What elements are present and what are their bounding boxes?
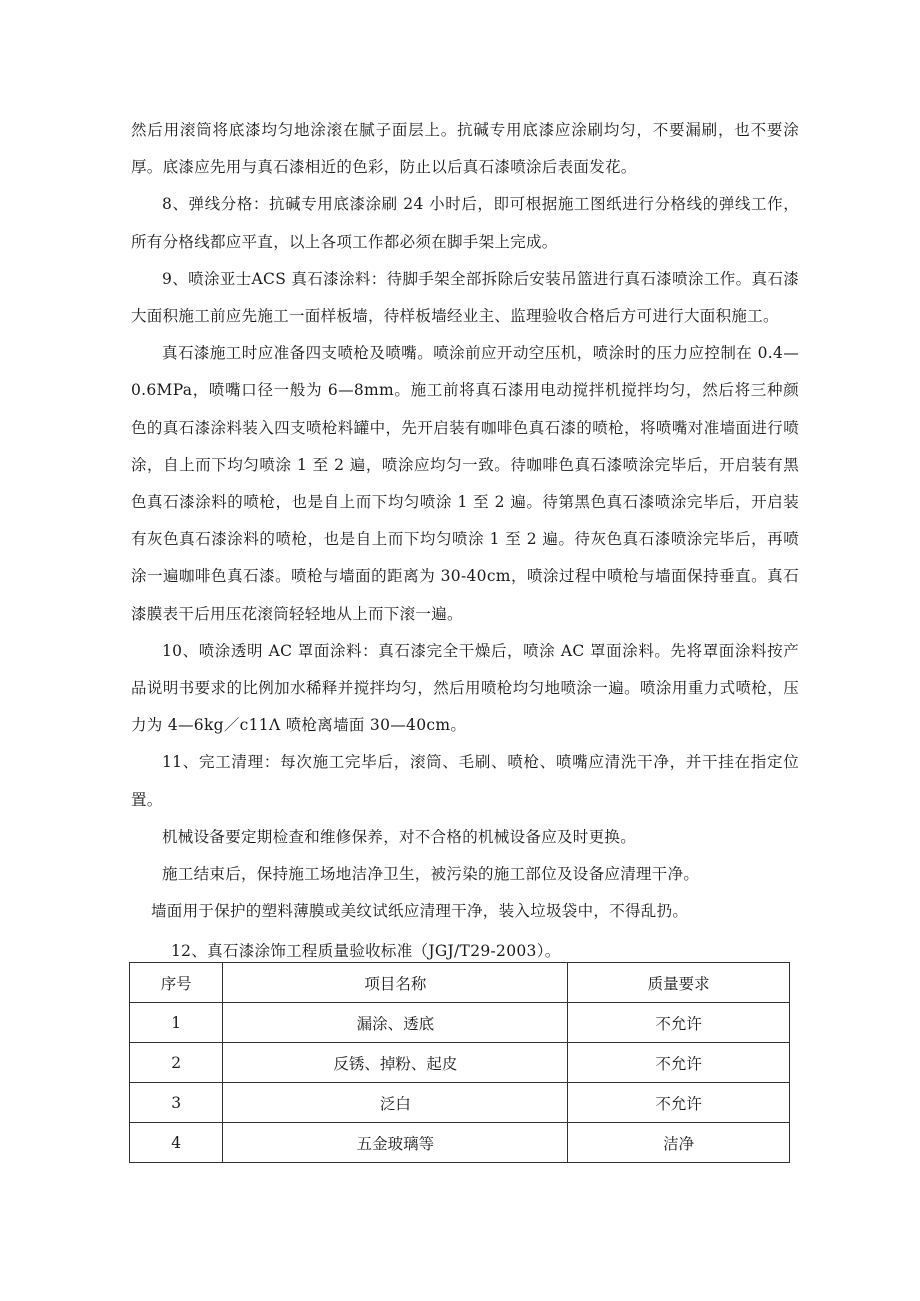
- paragraph-step-9-spray-coating: 9、喷涂亚士ACS 真石漆涂料：待脚手架全部拆除后安装吊篮进行真石漆喷涂工作。真石漆大面积施工前应先施工一面样板墙，待样板墙经业主、监理验收合格后方可进行大面积施工。: [131, 269, 799, 326]
- cell-requirement: 不允许: [568, 1003, 790, 1043]
- table-row: [130, 1003, 790, 1043]
- cell-requirement: 不允许: [568, 1083, 790, 1123]
- quality-acceptance-table: [129, 962, 790, 1163]
- paragraph-spray-procedure: 真石漆施工时应准备四支喷枪及喷嘴。喷涂前应开动空压机，喷涂时的压力应控制在 0.4—0.6MPa，喷嘴口径一般为 6—8mm。施工前将真石漆用电动搅拌机搅拌均匀，然后将三种颜色的真石漆涂料装入四支喷枪料罐中，先开启装有咖啡色真石漆的喷枪，将喷嘴对准墙面进行喷涂，自上而下均匀喷涂 1 至 2 遍，喷涂应均匀一致。待咖啡色真石漆喷涂完毕后，开启装有黑色真石漆涂料的喷枪，也是自上而下均匀喷涂 1 至 2 遍。待第黑色真石漆喷涂完毕后，开启装有灰色真石漆涂料的喷枪，也是自上而下均匀喷涂 1 至 2 遍。待灰色真石漆喷涂完毕后，再喷涂一遍咖啡色真石漆。喷枪与墙面的距离为 30-40cm，喷涂过程中喷枪与墙面保持垂直。真石漆膜表干后用压花滚筒轻轻地从上而下滚一遍。: [131, 344, 799, 623]
- table-row: [130, 1043, 790, 1083]
- table-row: [130, 1123, 790, 1163]
- paragraph-step-10-topcoat: 10、喷涂透明 AC 罩面涂料：真石漆完全干燥后，喷涂 AC 罩面涂料。先将罩面涂料按产品说明书要求的比例加水稀释并搅拌均匀，然后用喷枪均匀地喷涂一遍。喷涂用重力式喷枪，压力为 4—6kg／c11Λ 喷枪离墙面 30—40cm。: [131, 641, 799, 735]
- cell-number: 3: [130, 1083, 223, 1123]
- table-header-row: [130, 963, 790, 1003]
- header-quality-requirement: 质量要求: [568, 963, 790, 1003]
- cell-item-name: 泛白: [223, 1083, 568, 1123]
- cell-number: 2: [130, 1043, 223, 1083]
- cell-item-name: 五金玻璃等: [223, 1123, 568, 1163]
- paragraph-film-removal: 墙面用于保护的塑料薄膜或美纹试纸应清理干净，装入垃圾袋中，不得乱扔。: [151, 902, 689, 921]
- paragraph-equipment-maintenance: 机械设备要定期检查和维修保养，对不合格的机械设备应及时更换。: [162, 827, 637, 846]
- cell-requirement: 洁净: [568, 1123, 790, 1163]
- paragraph-site-cleaning: 施工结束后，保持施工场地洁净卫生，被污染的施工部位及设备应清理干净。: [162, 865, 700, 884]
- cell-item-name: 反锈、掉粉、起皮: [223, 1043, 568, 1083]
- table-caption: 12、真石漆涂饰工程质量验收标准（JGJ/T29-2003）。: [171, 942, 561, 960]
- paragraph-step-11-cleanup: 11、完工清理：每次施工完毕后，滚筒、毛刷、喷枪、喷嘴应清洗干净，并干挂在指定位置。: [131, 753, 799, 809]
- header-number: 序号: [130, 963, 223, 1003]
- table-row: [130, 1083, 790, 1123]
- header-item-name: 项目名称: [223, 963, 568, 1003]
- cell-number: 4: [130, 1123, 223, 1163]
- paragraph-primer-application: 然后用滚筒将底漆均匀地涂滚在腻子面层上。抗碱专用底漆应涂刷均匀，不要漏刷，也不要涂厚。底漆应先用与真石漆相近的色彩，防止以后真石漆喷涂后表面发花。: [131, 121, 799, 177]
- cell-number: 1: [130, 1003, 223, 1043]
- cell-item-name: 漏涂、透底: [223, 1003, 568, 1043]
- body-text: [131, 112, 799, 930]
- paragraph-step-8-line-marking: 8、弹线分格：抗碱专用底漆涂刷 24 小时后，即可根据施工图纸进行分格线的弹线工作，所有分格线都应平直，以上各项工作都必须在脚手架上完成。: [131, 195, 799, 251]
- cell-requirement: 不允许: [568, 1043, 790, 1083]
